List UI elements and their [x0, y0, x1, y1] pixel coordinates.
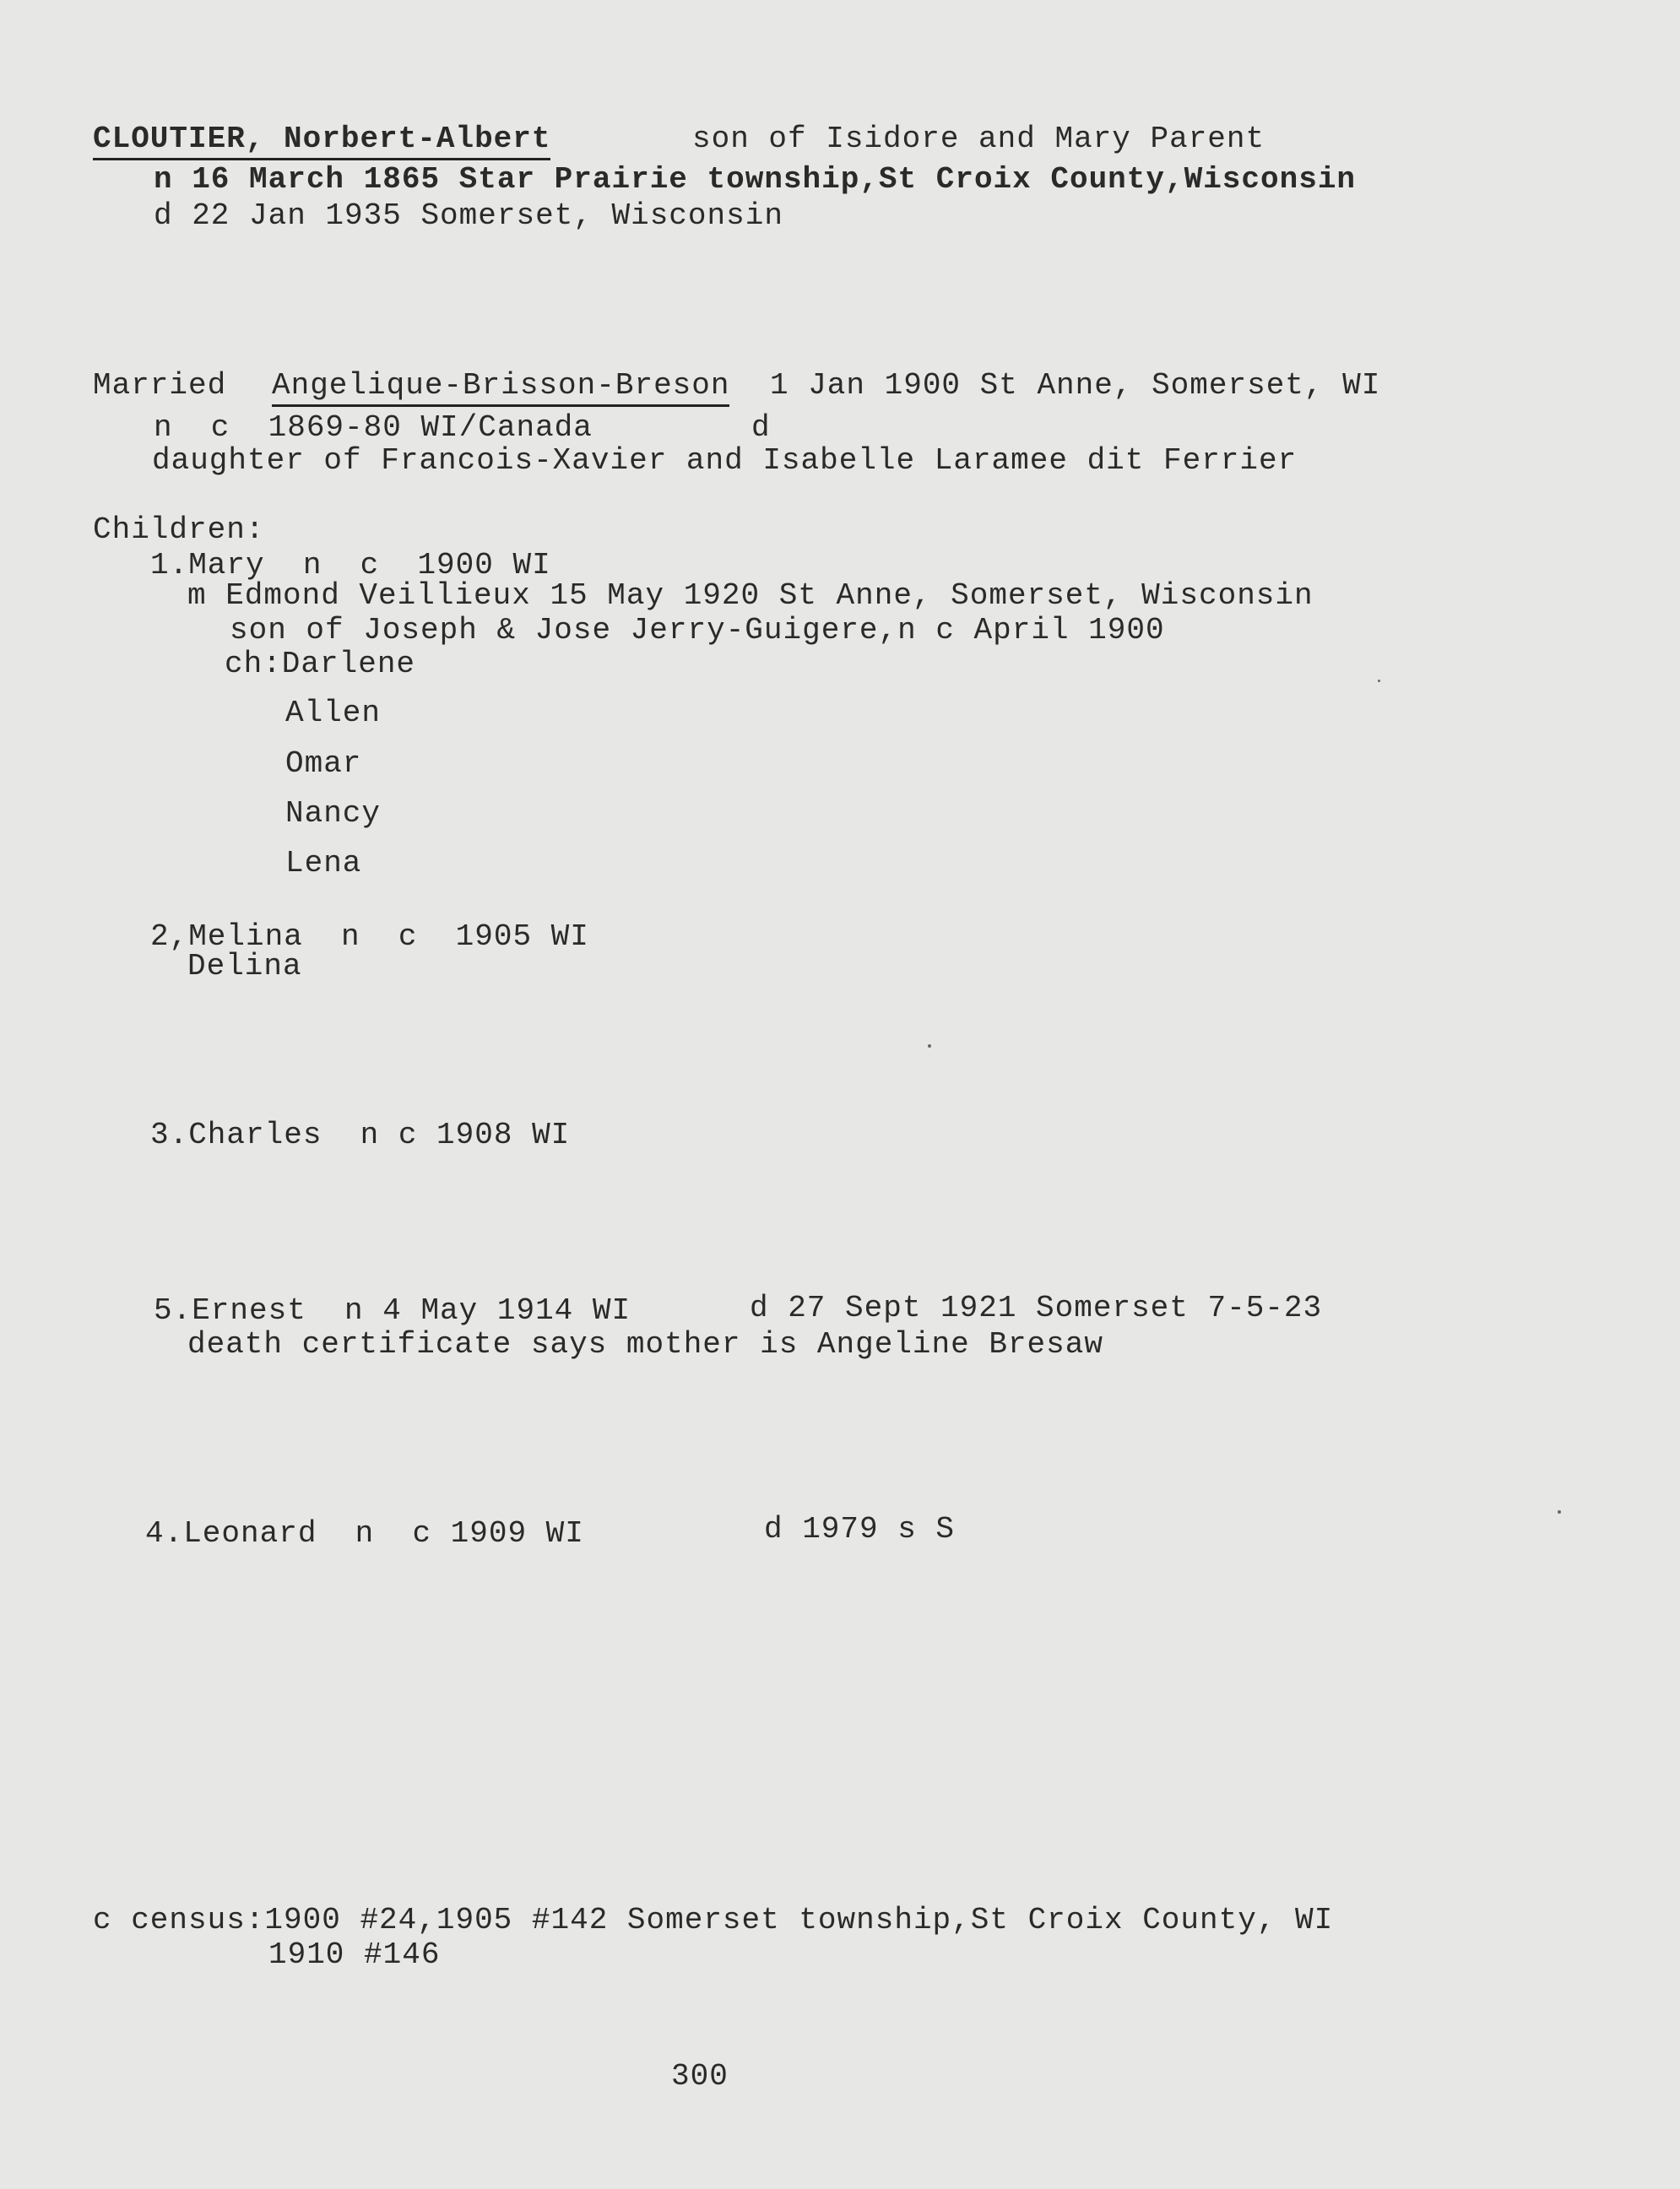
child-4-line: 4.Leonard n c 1909 WI [145, 1516, 584, 1551]
scan-speck [928, 1044, 931, 1048]
grandchild-item: Allen [285, 696, 382, 730]
spouse-birth: n c 1869-80 WI/Canada [154, 410, 593, 445]
census-line-2: 1910 #146 [268, 1937, 441, 1972]
child-5-death: d 27 Sept 1921 Somerset 7-5-23 [750, 1291, 1323, 1325]
child-1-line: 1.Mary n c 1900 WI [150, 548, 551, 582]
child-3-line: 3.Charles n c 1908 WI [150, 1118, 571, 1152]
census-line: c census:1900 #24,1905 #142 Somerset township,St Croix County, WI [93, 1903, 1334, 1937]
child-1-marriage: m Edmond Veillieux 15 May 1920 St Anne, Somerset, Wisconsin [187, 578, 1314, 613]
children-heading: Children: [93, 512, 265, 547]
subject-death: d 22 Jan 1935 Somerset, Wisconsin [154, 198, 783, 233]
grandchild-item: Nancy [285, 796, 382, 831]
child-1-spouse-parents: son of Joseph & Jose Jerry-Guigere,n c April 1900 [230, 613, 1165, 647]
spouse-name: Angelique-Brisson-Breson [272, 369, 729, 407]
child-5-note: death certificate says mother is Angeline Bresaw [187, 1327, 1103, 1362]
spouse-death: d [751, 410, 771, 445]
grandchild-item: Omar [285, 746, 362, 781]
child-2-alt-name: Delina [187, 949, 302, 983]
subject-parents: son of Isidore and Mary Parent [692, 122, 1265, 156]
child-2-line: 2,Melina n c 1905 WI [150, 919, 589, 954]
spouse-parents: daughter of Francois-Xavier and Isabelle Laramee dit Ferrier [152, 443, 1298, 478]
married-label: Married [93, 368, 227, 403]
marriage-details: 1 Jan 1900 St Anne, Somerset, WI [770, 368, 1381, 403]
child-5-line: 5.Ernest n 4 May 1914 WI [154, 1293, 631, 1328]
child-4-death: d 1979 s S [764, 1512, 956, 1547]
subject-name: CLOUTIER, Norbert-Albert [93, 122, 550, 160]
grandchild-item: Lena [285, 846, 362, 880]
subject-birth: n 16 March 1865 Star Prairie township,St Croix County,Wisconsin [154, 162, 1357, 197]
page-number: 300 [671, 2059, 729, 2094]
scan-speck [1558, 1510, 1561, 1514]
scan-speck [1378, 680, 1380, 682]
grandchildren-label: ch:Darlene [225, 647, 416, 681]
